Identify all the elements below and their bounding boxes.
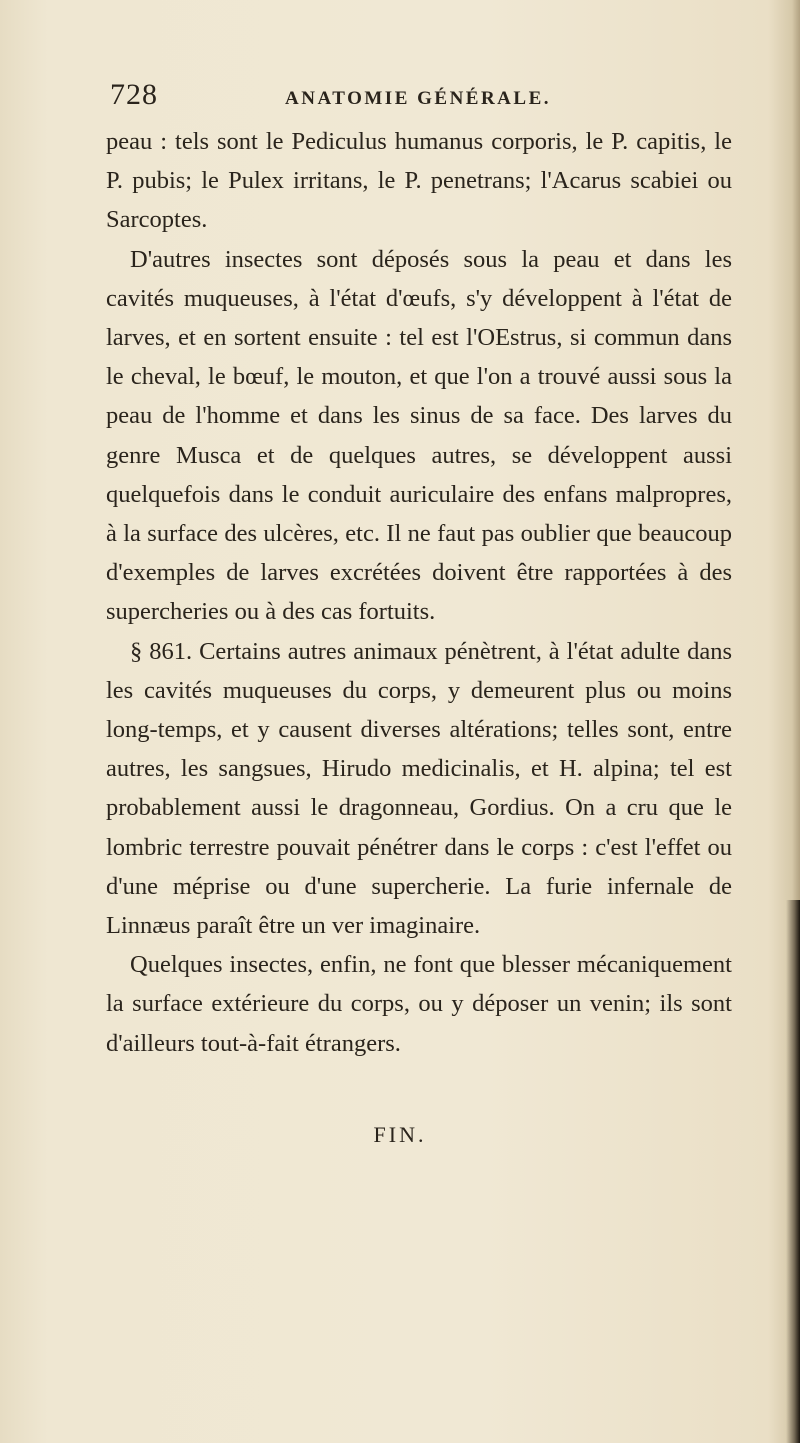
binding-shadow [786,900,800,1443]
fin-marker: FIN. [373,1122,427,1147]
running-title: ANATOMIE GÉNÉRALE. [285,88,551,109]
page-number: 728 [110,78,158,111]
paragraph-3: § 861. Certains autres animaux pénètrent, à l'état adulte dans les cavités muqueuses du corps, y demeurent plus ou moins long-temps, et y causent diverses altérations; telles sont, entre autres, les sangsues, Hirudo medicinalis, et H. alpina; tel est probablement aussi le dragonneau, Gordius. On a cru que le lombric terrestre pouvait pénétrer dans le corps : c'est l'effet ou d'une méprise ou d'une supercherie. La furie infernale de Linnæus paraît être un ver imaginaire. [106,637,732,940]
paragraph-4: Quelques insectes, enfin, ne font que blesser mécaniquement la surface extérieure du corps, ou y déposer un venin; ils sont d'ailleurs tout-à-fait étrangers. [106,951,732,1057]
paragraph-1: peau : tels sont le Pediculus humanus corporis, le P. capitis, le P. pubis; le Pulex irritans, le P. penetrans; l'Acarus scabiei ou Sarcoptes. [106,128,732,234]
paragraph-2: D'autres insectes sont déposés sous la peau et dans les cavités muqueuses, à l'état d'œufs, s'y développent à l'état de larves, et en sortent ensuite : tel est l'OEstrus, si commun dans le cheval, le bœuf, le mouton, et que l'on a trouvé aussi sous la peau de l'homme et dans les sinus de sa face. Des larves du genre Musca et de quelques autres, se développent aussi quelquefois dans le conduit auriculaire des enfans malpropres, à la surface des ulcères, etc. Il ne faut pas oublier que beaucoup d'exemples de larves excrétées doivent être rapportées à des supercheries ou à des cas fortuits. [106,245,732,626]
body-text [106,122,732,1063]
page-edge [792,0,800,900]
running-head [110,78,710,118]
